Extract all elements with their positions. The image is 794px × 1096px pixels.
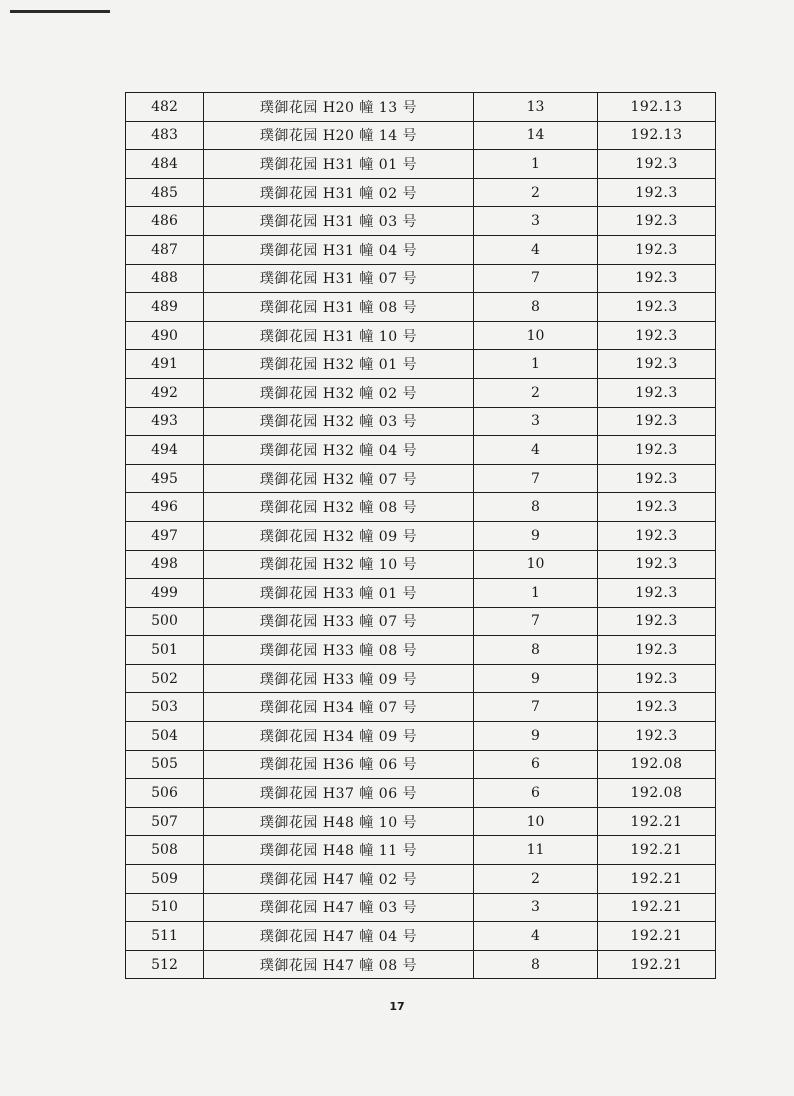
cell-area: 192.08 [598,779,716,808]
table-row [126,693,716,722]
cell-floor: 8 [474,493,598,522]
cell-floor: 3 [474,893,598,922]
cell-serial-number: 499 [126,579,204,608]
cell-property-name: 璞御花园 H34 幢 07 号 [204,693,474,722]
cell-property-name: 璞御花园 H31 幢 04 号 [204,235,474,264]
cell-area: 192.21 [598,836,716,865]
table-row [126,750,716,779]
cell-serial-number: 506 [126,779,204,808]
cell-area: 192.21 [598,922,716,951]
cell-area: 192.3 [598,436,716,465]
cell-floor: 2 [474,178,598,207]
table-row [126,493,716,522]
table-row [126,436,716,465]
cell-area: 192.3 [598,464,716,493]
table-row [126,607,716,636]
cell-property-name: 璞御花园 H32 幢 09 号 [204,521,474,550]
cell-serial-number: 496 [126,493,204,522]
cell-floor: 6 [474,750,598,779]
cell-area: 192.3 [598,693,716,722]
cell-serial-number: 490 [126,321,204,350]
cell-serial-number: 487 [126,235,204,264]
page-number: 17 [389,1000,405,1013]
cell-property-name: 璞御花园 H32 幢 03 号 [204,407,474,436]
cell-serial-number: 484 [126,150,204,179]
cell-property-name: 璞御花园 H33 幢 09 号 [204,664,474,693]
cell-floor: 4 [474,235,598,264]
cell-serial-number: 488 [126,264,204,293]
table-row [126,865,716,894]
cell-floor: 10 [474,321,598,350]
cell-serial-number: 509 [126,865,204,894]
cell-property-name: 璞御花园 H48 幢 11 号 [204,836,474,865]
cell-area: 192.3 [598,235,716,264]
table-row [126,836,716,865]
cell-floor: 1 [474,579,598,608]
cell-property-name: 璞御花园 H33 幢 07 号 [204,607,474,636]
cell-property-name: 璞御花园 H37 幢 06 号 [204,779,474,808]
cell-property-name: 璞御花园 H31 幢 07 号 [204,264,474,293]
cell-floor: 7 [474,693,598,722]
cell-property-name: 璞御花园 H31 幢 03 号 [204,207,474,236]
cell-property-name: 璞御花园 H33 幢 01 号 [204,579,474,608]
cell-serial-number: 482 [126,93,204,122]
table-row [126,207,716,236]
cell-serial-number: 497 [126,521,204,550]
cell-serial-number: 507 [126,807,204,836]
cell-property-name: 璞御花园 H32 幢 10 号 [204,550,474,579]
cell-area: 192.3 [598,521,716,550]
table-row [126,521,716,550]
table-row [126,150,716,179]
cell-property-name: 璞御花园 H47 幢 04 号 [204,922,474,951]
cell-floor: 1 [474,350,598,379]
cell-serial-number: 503 [126,693,204,722]
cell-property-name: 璞御花园 H31 幢 10 号 [204,321,474,350]
table-row [126,779,716,808]
table-row [126,950,716,979]
cell-area: 192.3 [598,636,716,665]
cell-serial-number: 501 [126,636,204,665]
data-table [125,92,716,979]
scan-edge-mark [10,10,110,13]
cell-area: 192.21 [598,807,716,836]
cell-property-name: 璞御花园 H20 幢 13 号 [204,93,474,122]
cell-area: 192.3 [598,664,716,693]
cell-serial-number: 495 [126,464,204,493]
cell-area: 192.3 [598,350,716,379]
cell-property-name: 璞御花园 H33 幢 08 号 [204,636,474,665]
cell-floor: 8 [474,950,598,979]
cell-area: 192.3 [598,579,716,608]
cell-floor: 2 [474,378,598,407]
cell-serial-number: 494 [126,436,204,465]
cell-property-name: 璞御花园 H32 幢 01 号 [204,350,474,379]
cell-serial-number: 502 [126,664,204,693]
cell-floor: 10 [474,550,598,579]
cell-floor: 2 [474,865,598,894]
cell-property-name: 璞御花园 H31 幢 08 号 [204,293,474,322]
cell-area: 192.3 [598,493,716,522]
cell-property-name: 璞御花园 H47 幢 03 号 [204,893,474,922]
cell-area: 192.3 [598,264,716,293]
cell-floor: 8 [474,636,598,665]
table-row [126,550,716,579]
table-body [126,93,716,979]
cell-area: 192.21 [598,865,716,894]
cell-property-name: 璞御花园 H36 幢 06 号 [204,750,474,779]
table-row [126,121,716,150]
cell-serial-number: 505 [126,750,204,779]
table-row [126,264,716,293]
cell-serial-number: 504 [126,722,204,751]
cell-area: 192.3 [598,607,716,636]
cell-area: 192.08 [598,750,716,779]
cell-floor: 14 [474,121,598,150]
table-row [126,722,716,751]
table-row [126,636,716,665]
cell-property-name: 璞御花园 H48 幢 10 号 [204,807,474,836]
cell-serial-number: 493 [126,407,204,436]
cell-property-name: 璞御花园 H31 幢 02 号 [204,178,474,207]
cell-floor: 10 [474,807,598,836]
cell-floor: 7 [474,264,598,293]
table-row [126,407,716,436]
cell-area: 192.3 [598,293,716,322]
cell-floor: 8 [474,293,598,322]
cell-floor: 4 [474,436,598,465]
table-row [126,464,716,493]
cell-property-name: 璞御花园 H32 幢 07 号 [204,464,474,493]
cell-serial-number: 498 [126,550,204,579]
cell-serial-number: 485 [126,178,204,207]
cell-serial-number: 491 [126,350,204,379]
cell-area: 192.3 [598,150,716,179]
cell-floor: 3 [474,407,598,436]
cell-area: 192.3 [598,178,716,207]
cell-area: 192.13 [598,121,716,150]
cell-serial-number: 511 [126,922,204,951]
cell-property-name: 璞御花园 H47 幢 02 号 [204,865,474,894]
cell-property-name: 璞御花园 H47 幢 08 号 [204,950,474,979]
cell-area: 192.3 [598,378,716,407]
table-row [126,235,716,264]
table-row [126,321,716,350]
cell-floor: 7 [474,607,598,636]
cell-property-name: 璞御花园 H32 幢 02 号 [204,378,474,407]
cell-property-name: 璞御花园 H31 幢 01 号 [204,150,474,179]
cell-serial-number: 500 [126,607,204,636]
cell-floor: 13 [474,93,598,122]
cell-serial-number: 489 [126,293,204,322]
cell-serial-number: 510 [126,893,204,922]
table-row [126,93,716,122]
cell-floor: 9 [474,664,598,693]
cell-property-name: 璞御花园 H34 幢 09 号 [204,722,474,751]
table-row [126,378,716,407]
cell-area: 192.3 [598,407,716,436]
cell-area: 192.3 [598,722,716,751]
table-row [126,579,716,608]
cell-floor: 9 [474,521,598,550]
cell-area: 192.21 [598,950,716,979]
cell-area: 192.3 [598,321,716,350]
cell-serial-number: 486 [126,207,204,236]
cell-property-name: 璞御花园 H32 幢 04 号 [204,436,474,465]
cell-floor: 4 [474,922,598,951]
table-row [126,807,716,836]
table-row [126,178,716,207]
cell-floor: 11 [474,836,598,865]
cell-area: 192.3 [598,550,716,579]
table-row [126,893,716,922]
cell-serial-number: 492 [126,378,204,407]
table-row [126,664,716,693]
table-row [126,350,716,379]
cell-serial-number: 508 [126,836,204,865]
cell-serial-number: 512 [126,950,204,979]
cell-floor: 6 [474,779,598,808]
table-row [126,922,716,951]
table-row [126,293,716,322]
cell-floor: 9 [474,722,598,751]
cell-property-name: 璞御花园 H32 幢 08 号 [204,493,474,522]
cell-area: 192.3 [598,207,716,236]
cell-floor: 7 [474,464,598,493]
cell-area: 192.21 [598,893,716,922]
cell-floor: 3 [474,207,598,236]
cell-property-name: 璞御花园 H20 幢 14 号 [204,121,474,150]
cell-serial-number: 483 [126,121,204,150]
cell-floor: 1 [474,150,598,179]
cell-area: 192.13 [598,93,716,122]
